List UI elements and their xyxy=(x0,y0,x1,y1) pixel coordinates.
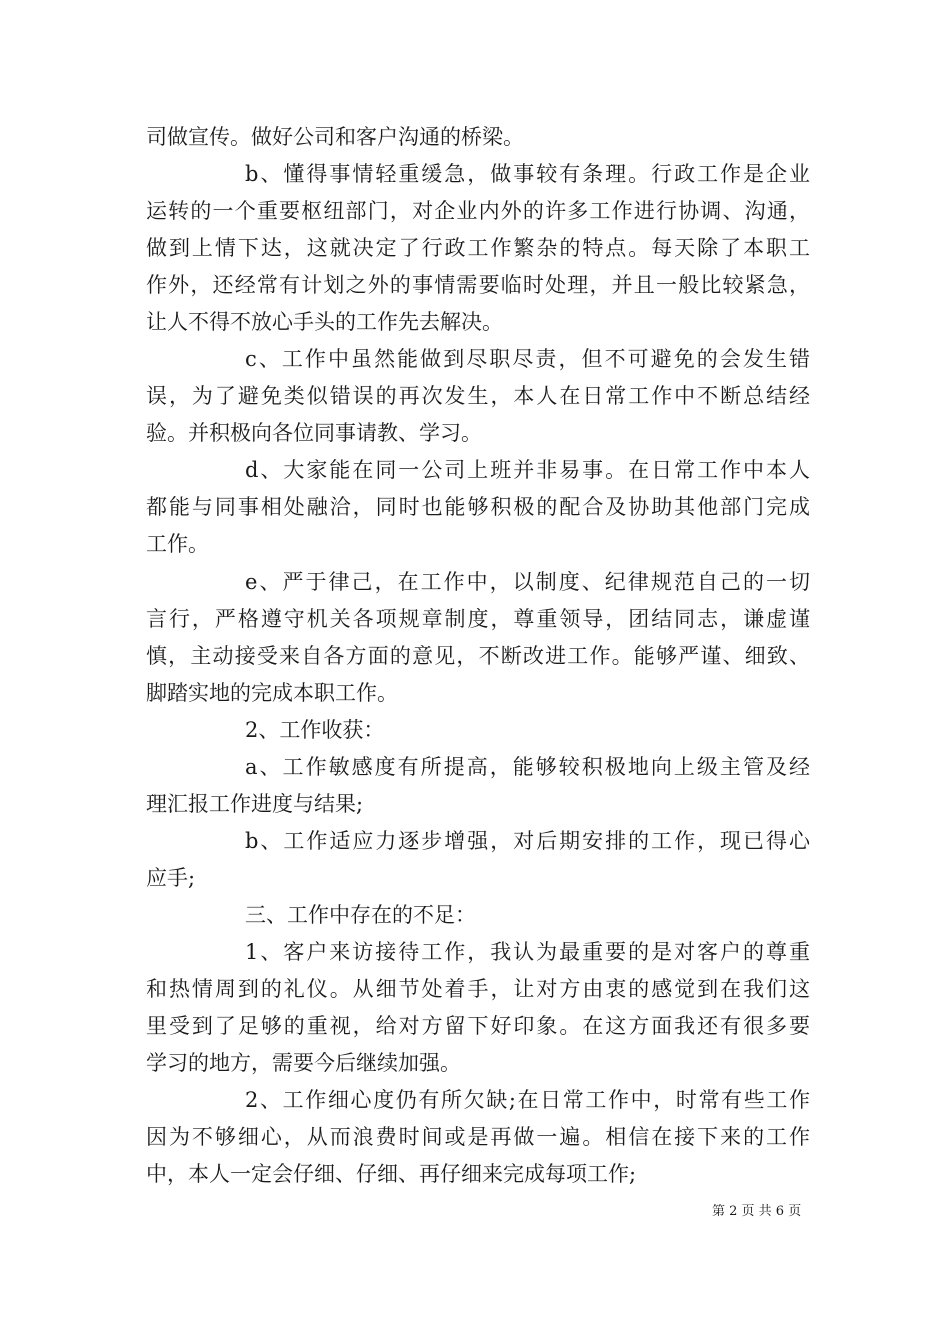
page-number: 第 2 页 共 6 页 xyxy=(712,1204,802,1219)
text-line: 理汇报工作进度与结果; xyxy=(146,792,364,816)
text-line: 脚踏实地的完成本职工作。 xyxy=(146,681,398,705)
text-line: 都能与同事相处融洽，同时也能够积极的配合及协助其他部门完成 xyxy=(146,495,810,519)
text-line: 中，本人一定会仔细、仔细、再仔细来完成每项工作; xyxy=(146,1162,637,1186)
text-line: 和热情周到的礼仪。从细节处着手，让对方由衷的感觉到在我们这 xyxy=(146,977,810,1001)
text-line: 司做宣传。做好公司和客户沟通的桥梁。 xyxy=(146,125,524,149)
text-line: 做到上情下达，这就决定了行政工作繁杂的特点。每天除了本职工 xyxy=(146,236,810,260)
text-line: 学习的地方，需要今后继续加强。 xyxy=(146,1051,461,1075)
text-line: b、懂得事情轻重缓急，做事较有条理。行政工作是企业 xyxy=(245,162,810,186)
text-line: 验。并积极向各位同事请教、学习。 xyxy=(146,421,482,445)
text-line: a、工作敏感度有所提高，能够较积极地向上级主管及经 xyxy=(245,755,810,779)
text-line: 误，为了避免类似错误的再次发生，本人在日常工作中不断总结经 xyxy=(146,384,810,408)
text-line: 让人不得不放心手头的工作先去解决。 xyxy=(146,310,503,334)
text-line: 工作。 xyxy=(146,532,209,556)
text-line: 应手; xyxy=(146,866,196,890)
text-line: 1、客户来访接待工作，我认为最重要的是对客户的尊重 xyxy=(245,940,810,964)
text-line: 言行，严格遵守机关各项规章制度，尊重领导，团结同志，谦虚谨 xyxy=(146,607,810,631)
text-line: 作外，还经常有计划之外的事情需要临时处理，并且一般比较紧急， xyxy=(146,273,810,297)
text-line: 里受到了足够的重视，给对方留下好印象。在这方面我还有很多要 xyxy=(146,1014,810,1038)
section-heading: 三、工作中存在的不足： xyxy=(245,903,476,927)
text-line: 慎，主动接受来自各方面的意见，不断改进工作。能够严谨、细致、 xyxy=(146,644,810,668)
section-heading: 2、工作收获： xyxy=(245,718,385,742)
text-line: 2、工作细心度仍有所欠缺;在日常工作中，时常有些工作 xyxy=(245,1088,810,1112)
text-line: b、工作适应力逐步增强，对后期安排的工作，现已得心 xyxy=(245,829,810,853)
text-line: c、工作中虽然能做到尽职尽责，但不可避免的会发生错 xyxy=(245,347,810,371)
text-line: e、严于律己，在工作中，以制度、纪律规范自己的一切 xyxy=(245,570,810,594)
text-line: 因为不够细心，从而浪费时间或是再做一遍。相信在接下来的工作 xyxy=(146,1125,810,1149)
text-line: 运转的一个重要枢纽部门，对企业内外的许多工作进行协调、沟通， xyxy=(146,199,810,223)
text-line: d、大家能在同一公司上班并非易事。在日常工作中本人 xyxy=(245,458,810,482)
